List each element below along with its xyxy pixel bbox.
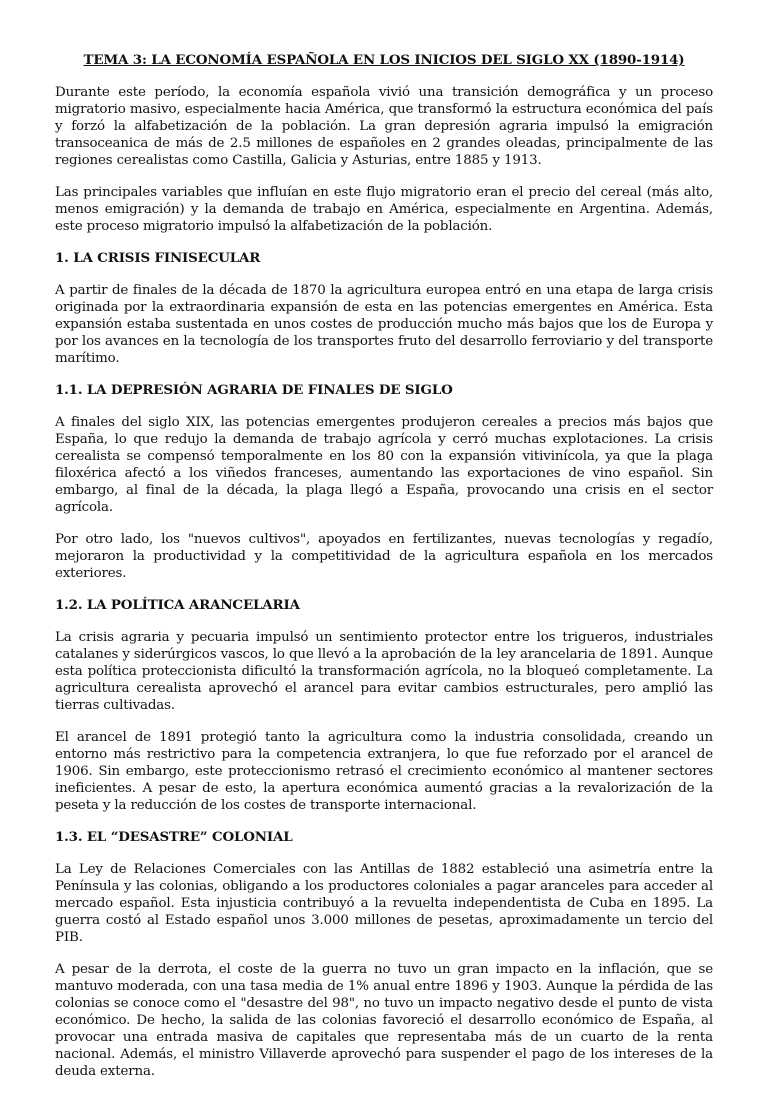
politica-arancelaria-paragraph-2: El arancel de 1891 protegió tanto la agricultura como la industria consolidada, creando un entorno más restrictivo para la competencia extranjera, lo que fue reforzado por el arancel de 1906. Sin embargo, este proteccionismo retrasó el crecimiento económico al mantener sectores ineficientes. A pesar de esto, la apertura económica aumentó gracias a la revalorización de la peseta y la reducción de los costes de transporte internacional.	[55, 730, 713, 813]
section-heading-politica-arancelaria: 1.2. LA POLÍTICA ARANCELARIA	[55, 597, 300, 613]
intro-paragraph-2: Las principales variables que influían en este flujo migratorio eran el precio del cereal (más alto, menos emigración) y la demanda de trabajo en América, especialmente en Argentina. Además, este proceso migratorio impulsó la alfabetización de la población.	[55, 185, 713, 234]
crisis-finisecular-paragraph-1: A partir de finales de la década de 1870 la agricultura europea entró en una etapa de larga crisis originada por la extraordinaria expansión de esta en las potencias emergentes en América. Esta expansión estaba sustentada en unos costes de producción mucho más bajos que los de Europa y por los avances en la tecnología de los transportes fruto del desarrollo ferroviario y del transporte marítimo.	[55, 283, 713, 366]
section-heading-desastre-colonial: 1.3. EL “DESASTRE” COLONIAL	[55, 829, 293, 845]
desastre-colonial-paragraph-1: La Ley de Relaciones Comerciales con las Antillas de 1882 estableció una asimetría entre la Península y las colonias, obligando a los productores coloniales a pagar aranceles para acceder al mercado español. Esta injusticia contribuyó a la revuelta independentista de Cuba en 1895. La guerra costó al Estado español unos 3.000 millones de pesetas, aproximadamente un tercio del PIB.	[55, 862, 713, 945]
document-page	[55, 52, 713, 1095]
intro-paragraph-1: Durante este período, la economía española vivió una transición demográfica y un proceso migratorio masivo, especialmente hacia América, que transformó la estructura económica del país y forzó la alfabetización de la población. La gran depresión agraria impulsó la emigración transoceanica de más de 2.5 millones de españoles en 2 grandes oleadas, principalmente de las regiones cerealistas como Castilla, Galicia y Asturias, entre 1885 y 1913.	[55, 85, 713, 168]
politica-arancelaria-paragraph-1: La crisis agraria y pecuaria impulsó un sentimiento protector entre los trigueros, industriales catalanes y siderúrgicos vascos, lo que llevó a la aprobación de la ley arancelaria de 1891. Aunque esta política proteccionista dificultó la transformación agrícola, no la bloqueó completamente. La agricultura cerealista aprovechó el arancel para evitar cambios estructurales, pero amplió las tierras cultivadas.	[55, 630, 713, 713]
depresion-agraria-paragraph-1: A finales del siglo XIX, las potencias emergentes produjeron cereales a precios más bajos que España, lo que redujo la demanda de trabajo agrícola y cerró muchas explotaciones. La crisis cerealista se compensó temporalmente en los 80 con la expansión vitivinícola, ya que la plaga filoxérica afectó a los viñedos franceses, aumentando las exportaciones de vino español. Sin embargo, al final de la década, la plaga llegó a España, provocando una crisis en el sector agrícola.	[55, 415, 713, 515]
section-heading-depresion-agraria: 1.1. LA DEPRESIÓN AGRARIA DE FINALES DE SIGLO	[55, 382, 453, 398]
desastre-colonial-paragraph-2: A pesar de la derrota, el coste de la guerra no tuvo un gran impacto en la inflación, que se mantuvo moderada, con una tasa media de 1% anual entre 1896 y 1903. Aunque la pérdida de las colonias se conoce como el "desastre del 98", no tuvo un impacto negativo desde el punto de vista económico. De hecho, la salida de las colonias favoreció el desarrollo económico de España, al provocar una entrada masiva de capitales que representaba más de un cuarto de la renta nacional. Además, el ministro Villaverde aprovechó para suspender el pago de los intereses de la deuda externa.	[55, 962, 713, 1079]
section-heading-crisis-finisecular: 1. LA CRISIS FINISECULAR	[55, 250, 261, 266]
document-title: TEMA 3: LA ECONOMÍA ESPAÑOLA EN LOS INICIOS DEL SIGLO XX (1890-1914)	[83, 52, 685, 68]
depresion-agraria-paragraph-2: Por otro lado, los "nuevos cultivos", apoyados en fertilizantes, nuevas tecnologías y regadío, mejoraron la productividad y la competitividad de la agricultura española en los mercados exteriores.	[55, 532, 713, 581]
